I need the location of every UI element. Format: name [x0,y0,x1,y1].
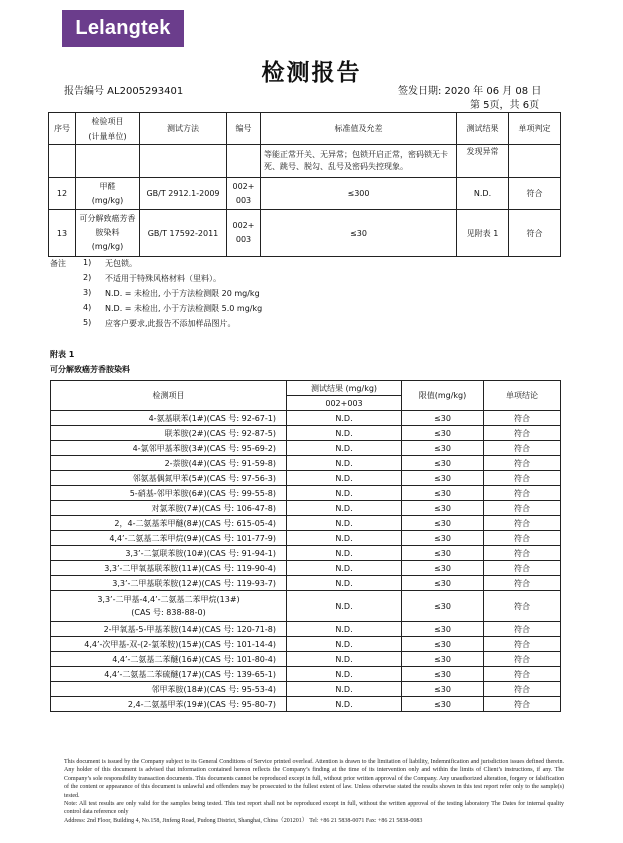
appendix-title: 附表 1 [50,350,75,359]
appendix-limit: ≤30 [402,622,484,637]
table-row [51,486,561,501]
table-row [51,576,561,591]
page-info: 第 5页，共 6页 [470,100,540,111]
appendix-limit: ≤30 [402,637,484,652]
appendix-limit: ≤30 [402,561,484,576]
header-code: 编号 [227,113,261,145]
footer-note: Note: All test results are only valid for the samples being tested. This test report shall not be reproduced except in full, without the written approval of the testing laboratory The Dates for internal quality control data reference only [64,801,564,816]
appendix-item: 2-甲氧基-5-甲基苯胺(14#)(CAS 号: 120-71-8) [51,622,287,637]
row-code: 002+ 003 [227,210,261,257]
appendix-limit: ≤30 [402,456,484,471]
appendix-verdict: 符合 [484,667,561,682]
table-row [51,652,561,667]
appendix-item: 邻甲苯胺(18#)(CAS 号: 95-53-4) [51,682,287,697]
appendix-limit: ≤30 [402,426,484,441]
appendix-limit: ≤30 [402,501,484,516]
footer-disclaimer: This document is issued by the Company subject to its General Conditions of Service printed overleaf. Attention is drawn to the limitation of liability, Indemnification and jurisdiction issues defined therein. Any holder of this document is advised that information contained hereon reflects the Company’s finding at the time of its intervention only and within the limits of Client’s instructions, if any. The Company’s sole responsibility transaction documents. This documents cannot be reproduced except in full, without prior written approval of the Company. Any unauthorized alteration, forgery or falsification of the content or appearance of this document is unlawful and offenders may be prosecuted to the fullest extent of law. Unless otherwise stated the results shown in this test report refer only to the sample(s) tested. [64,759,564,799]
table-row [51,546,561,561]
row-standard: ≤300 [261,178,457,210]
header-item: 检测项目 [51,381,287,411]
table-row [51,471,561,486]
row-code: 002+ 003 [227,178,261,210]
appendix-item-line: (CAS 号: 838-88-0) [131,608,206,617]
header-result: 测试结果 [457,113,509,145]
appendix-verdict: 符合 [484,637,561,652]
note-text: N.D. = 未检出, 小于方法检测限 5.0 mg/kg [105,304,263,313]
table-row [51,456,561,471]
appendix-result: N.D. [287,441,402,456]
appendix-item: 4,4’-次甲基-双-(2-氯苯胺)(15#)(CAS 号: 101-14-4) [51,637,287,652]
row-item: 甲醛 (mg/kg) [76,178,140,210]
appendix-verdict: 符合 [484,441,561,456]
note-text: 应客户要求,此报告不添加样品图片。 [105,319,236,328]
table-row [51,682,561,697]
appendix-verdict: 符合 [484,682,561,697]
table-row [51,531,561,546]
continued-result: 发现异常 [457,145,509,178]
appendix-verdict: 符合 [484,622,561,637]
appendix-result: N.D. [287,501,402,516]
appendix-item: 联苯胺(2#)(CAS 号: 92-87-5) [51,426,287,441]
appendix-subtitle: 可分解致癌芳香胺染料 [50,365,130,374]
notes: 备注 1) 无包锁。 2) 不适用于特殊风格材料（里料）。 3) N.D. = 未检出, 小于方法检测限 20 mg/kg 4) N.D. = 未检出, 小于方法检测限 5.0 mg/kg 5) 应客户要求,此报告不添加样品图片。 [50,258,262,333]
appendix-verdict: 符合 [484,411,561,426]
appendix-result: N.D. [287,426,402,441]
header-standard: 标准值及允差 [261,113,457,145]
appendix-item: 3,3’-二甲基联苯胺(12#)(CAS 号: 119-93-7) [51,576,287,591]
appendix-limit: ≤30 [402,682,484,697]
row-result: N.D. [457,178,509,210]
appendix-verdict: 符合 [484,576,561,591]
row-no: 13 [49,210,76,257]
header-limit: 限值(mg/kg) [402,381,484,411]
appendix-limit: ≤30 [402,546,484,561]
appendix-limit: ≤30 [402,667,484,682]
header-method: 测试方法 [140,113,227,145]
appendix-verdict: 符合 [484,516,561,531]
notes-label: 备注 [50,259,66,268]
appendix-result: N.D. [287,471,402,486]
header-verdict: 单项结论 [484,381,561,411]
appendix-limit: ≤30 [402,576,484,591]
appendix-result: N.D. [287,622,402,637]
page-title: 检测报告 [261,60,362,86]
table-row [51,441,561,456]
continued-row [49,145,561,178]
appendix-verdict: 符合 [484,561,561,576]
footer [64,758,564,825]
appendix-limit: ≤30 [402,697,484,712]
appendix-result: N.D. [287,667,402,682]
appendix-item: 2-萘胺(4#)(CAS 号: 91-59-8) [51,456,287,471]
header-item: 检验项目 (计量单位) [76,113,140,145]
appendix-table [50,380,561,712]
appendix-item-line: 3,3’-二甲基-4,4’-二氨基二苯甲烷(13#) [97,595,240,604]
appendix-limit: ≤30 [402,411,484,426]
appendix-limit: ≤30 [402,441,484,456]
appendix-verdict: 符合 [484,652,561,667]
row-method: GB/T 17592-2011 [140,210,227,257]
footer-address: Address: 2nd Floor, Building 4, No.158, Jinfeng Road, Pudong District, Shanghai, China（201201） Tel: +86 21 5838-0071 Fax: +86 21 5838-0083 [64,817,423,824]
appendix-item: 4,4’-二氨基二苯硫醚(17#)(CAS 号: 139-65-1) [51,667,287,682]
appendix-result: N.D. [287,456,402,471]
report-number: 报告编号 AL2005293401 [64,86,184,97]
appendix-verdict: 符合 [484,471,561,486]
appendix-verdict: 符合 [484,486,561,501]
appendix-limit: ≤30 [402,591,484,622]
row-standard: ≤30 [261,210,457,257]
table-row [51,622,561,637]
table-row [51,667,561,682]
appendix-verdict: 符合 [484,546,561,561]
appendix-verdict: 符合 [484,456,561,471]
appendix-header-row [51,381,561,396]
appendix-item: 2，4-二氨基苯甲醚(8#)(CAS 号: 615-05-4) [51,516,287,531]
table-row [51,591,561,622]
appendix-result: N.D. [287,546,402,561]
header-sample: 002+003 [287,396,402,411]
appendix-limit: ≤30 [402,486,484,501]
appendix-result: N.D. [287,697,402,712]
appendix-result: N.D. [287,576,402,591]
appendix-result: N.D. [287,652,402,667]
table-row [51,516,561,531]
appendix-item: 邻氨基偶氮甲苯(5#)(CAS 号: 97-56-3) [51,471,287,486]
appendix-item: 3,3’-二氯联苯胺(10#)(CAS 号: 91-94-1) [51,546,287,561]
appendix-verdict: 符合 [484,697,561,712]
appendix-verdict: 符合 [484,501,561,516]
table-row [51,426,561,441]
appendix-result: N.D. [287,637,402,652]
appendix-limit: ≤30 [402,471,484,486]
appendix-result: N.D. [287,486,402,501]
table-row [51,637,561,652]
company-logo: Lelangtek [62,10,184,47]
row-method: GB/T 2912.1-2009 [140,178,227,210]
appendix-result: N.D. [287,411,402,426]
appendix-limit: ≤30 [402,516,484,531]
row-item: 可分解致癌芳香 胺染料 (mg/kg) [76,210,140,257]
appendix-result: N.D. [287,561,402,576]
appendix-item: 5-硝基-邻甲苯胺(6#)(CAS 号: 99-55-8) [51,486,287,501]
row-result: 见附表 1 [457,210,509,257]
appendix-verdict: 符合 [484,426,561,441]
appendix-item: 4,4’-二氨基二苯甲烷(9#)(CAS 号: 101-77-9) [51,531,287,546]
appendix-limit: ≤30 [402,652,484,667]
table-row [51,501,561,516]
table-row [51,561,561,576]
note-text: 不适用于特殊风格材料（里料）。 [105,274,221,283]
row-no: 12 [49,178,76,210]
appendix-verdict: 符合 [484,531,561,546]
note-text: N.D. = 未检出, 小于方法检测限 20 mg/kg [105,289,260,298]
appendix-limit: ≤30 [402,531,484,546]
table-row [51,697,561,712]
appendix-item: 4,4’-二氨基二苯醚(16#)(CAS 号: 101-80-4) [51,652,287,667]
appendix-result: N.D. [287,531,402,546]
appendix-item: 4-氯邻甲基苯胺(3#)(CAS 号: 95-69-2) [51,441,287,456]
table-row [49,178,561,210]
appendix-result: N.D. [287,516,402,531]
appendix-verdict: 符合 [484,591,561,622]
results-header-row [49,113,561,145]
table-row [51,411,561,426]
appendix-item: 3,3’-二甲氧基联苯胺(11#)(CAS 号: 119-90-4) [51,561,287,576]
results-table [48,112,561,257]
header-verdict: 单项判定 [509,113,561,145]
appendix-result: N.D. [287,682,402,697]
issue-date: 签发日期: 2020 年 06 月 08 日 [398,86,542,97]
note-text: 无包锁。 [105,259,137,268]
continued-standard: 等能正常开关、无异常；包锁开启正常，密码锁无卡死、跳号、脱勾、乱号及密码失控现象。 [261,145,457,178]
appendix-item: 4-氨基联苯(1#)(CAS 号: 92-67-1) [51,411,287,426]
row-verdict: 符合 [509,178,561,210]
appendix-item [51,591,287,622]
appendix-result: N.D. [287,591,402,622]
table-row [49,210,561,257]
appendix-item: 2,4-二氨基甲苯(19#)(CAS 号: 95-80-7) [51,697,287,712]
header-no: 序号 [49,113,76,145]
header-result: 测试结果 (mg/kg) [287,381,402,396]
appendix-item: 对氯苯胺(7#)(CAS 号: 106-47-8) [51,501,287,516]
row-verdict: 符合 [509,210,561,257]
